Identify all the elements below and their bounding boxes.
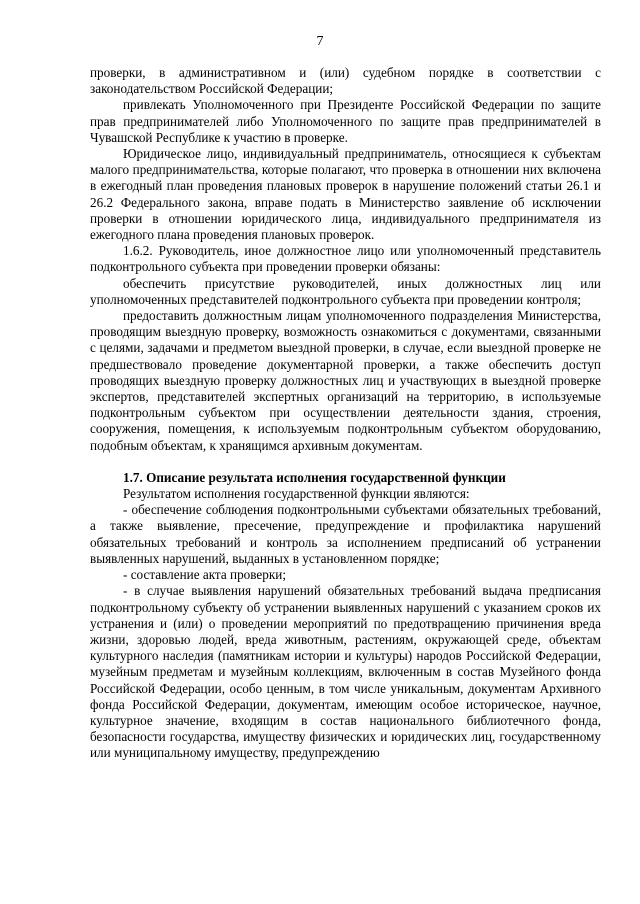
- paragraph-results-intro: Результатом исполнения государственной функции являются:: [123, 486, 470, 502]
- list-item-prescription: - в случае выявления нарушений обязательных требований выдача предписания подконтрольному субъекту об устранении выявленных нарушений с указанием сроков их устранения и (или) о проведении мероприятий по предотвращению причинения вреда жизни, здоровью людей, вреда животным, растениям, окружающей среде, объектам культурного наследия (памятникам истории и культуры) народов Российской Федерации, музейным предметам и музейным коллекциям, включенным в состав Музейного фонда Российской Федерации, особо ценным, в том числе уникальным, документам Архивного фонда Российской Федерации, документам, имеющим особое историческое, научное, культурное значение, входящим в состав национального библиотечного фонда, безопасности государства, имуществу физических и юридических лиц, государственному или муниципальному имуществу, предупреждению: [90, 583, 601, 761]
- paragraph-ensure-presence: обеспечить присутствие руководителей, иных должностных лиц или уполномоченных представителей подконтрольного субъекта при проведении контроля;: [90, 275, 601, 307]
- paragraph-engage-ombudsman: привлекать Уполномоченного при Президенте Российской Федерации по защите прав предпринимателей либо Уполномоченного по защите прав предпринимателей в Чувашской Республике к участию в проверке.: [90, 97, 601, 145]
- paragraph-1-6-2: 1.6.2. Руководитель, иное должностное лицо или уполномоченный представитель подконтрольного субъекта при проведении проверки обязаны:: [90, 243, 601, 275]
- list-item-compliance: - обеспечение соблюдения подконтрольными субъектами обязательных требований, а также выявление, пресечение, предупреждение и профилактика нарушений обязательных требований и контроль за исполнением предписаний об устранении выявленных нарушений, выданных в установленном порядке;: [90, 502, 601, 566]
- paragraph-small-business-exclusion: Юридическое лицо, индивидуальный предприниматель, относящиеся к субъектам малого предпринимательства, которые полагают, что проверка в отношении них включена в ежегодный план проведения плановых проверок в нарушение положений статьи 26.1 и 26.2 Федерального закона, вправе подать в Министерство заявление об исключении проверки в отношении юридического лица, индивидуального предпринимателя из ежегодного плана проведения плановых проверок.: [90, 146, 601, 243]
- page-number: 7: [316, 34, 324, 49]
- document-body: [90, 65, 601, 762]
- paragraph-provide-access: предоставить должностным лицам уполномоченного подразделения Министерства, проводящим выездную проверку, возможность ознакомиться с документами, связанными с целями, задачами и предметом выездной проверки, в случае, если выездной проверке не предшествовало проведение документарной проверки, а также обеспечить доступ проводящих выездную проверку должностных лиц и участвующих в выездной проверке экспертов, представителей экспертных организаций на территорию, в используемые подконтрольным субъектом при осуществлении деятельности здания, строения, сооружения, помещения, к используемым подконтрольным субъектом оборудованию, подобным объектам, к хранящимся архивным документам.: [90, 308, 601, 453]
- paragraph-continuation: проверки, в административном и (или) судебном порядке в соответствии с законодательством Российской Федерации;: [90, 65, 601, 97]
- list-item-inspection-act: - составление акта проверки;: [123, 567, 286, 583]
- section-heading-1-7: 1.7. Описание результата исполнения государственной функции: [123, 469, 506, 485]
